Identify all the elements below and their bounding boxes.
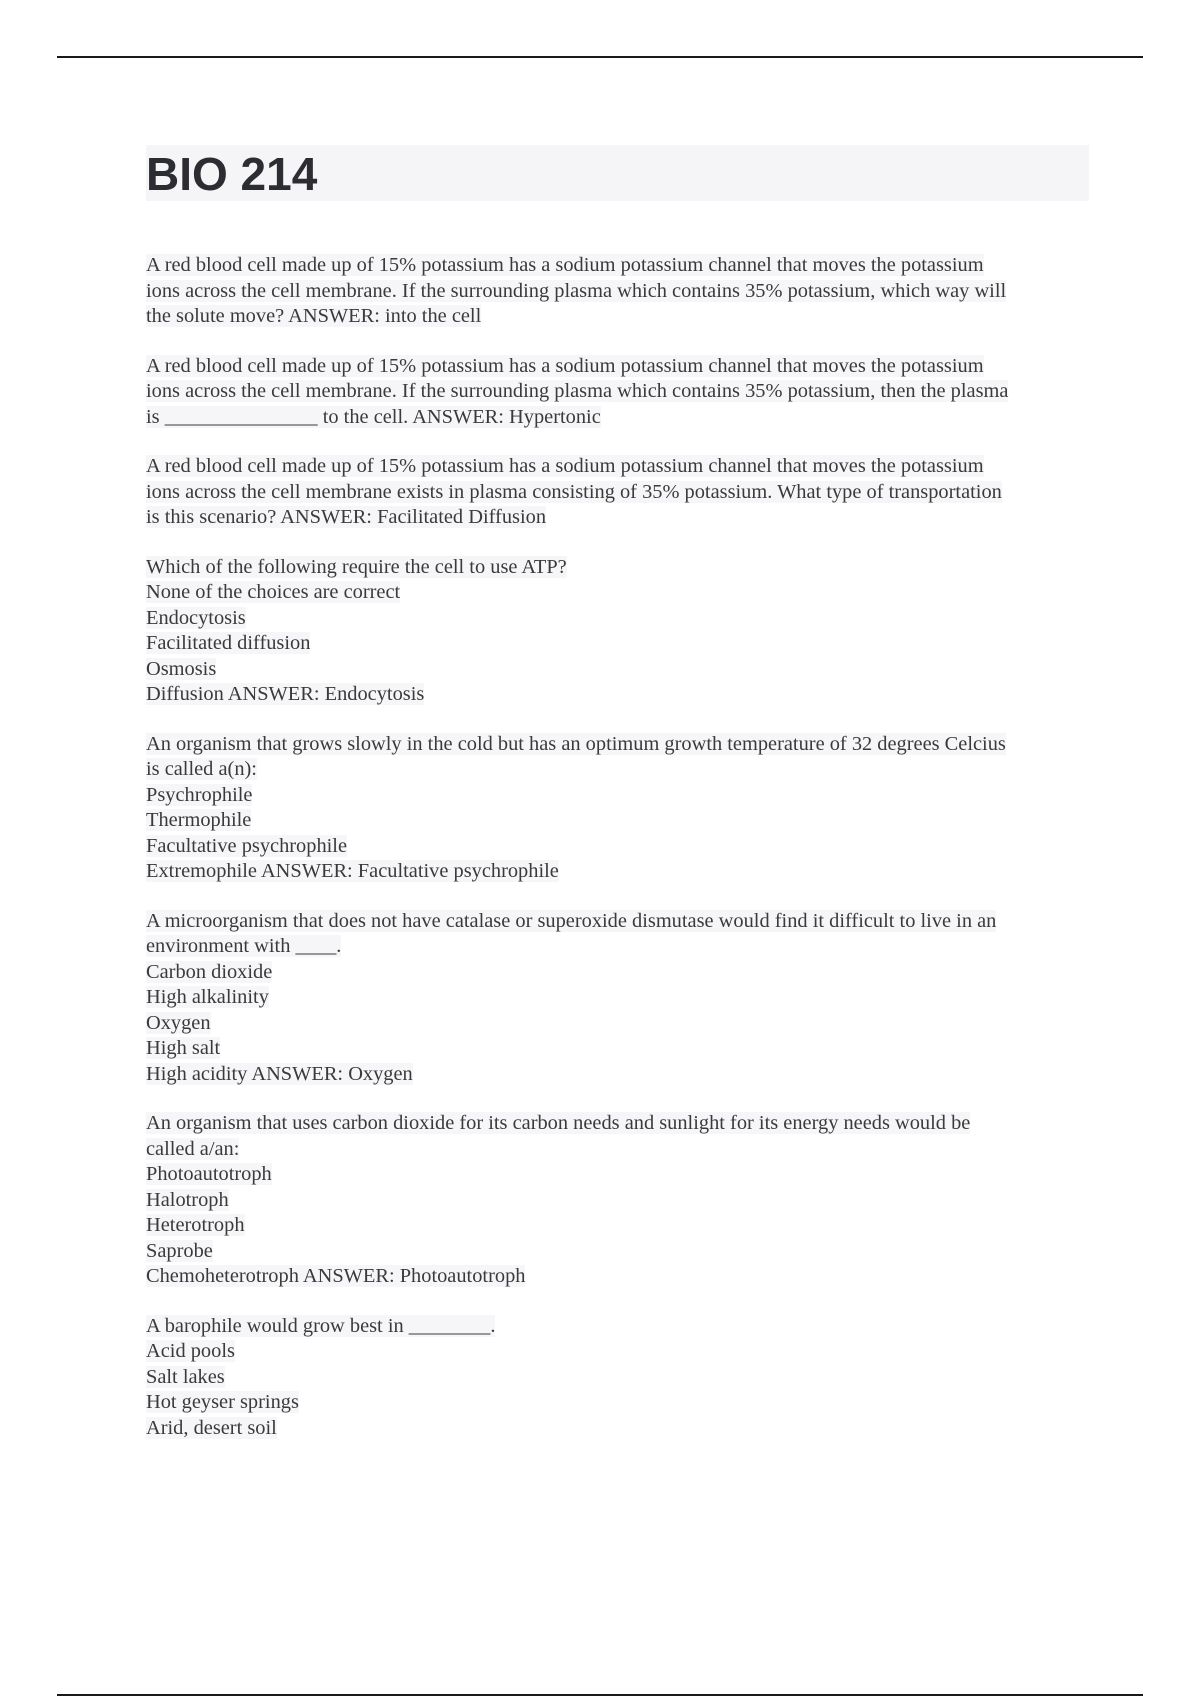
question-line bbox=[146, 606, 1089, 632]
question-line-text: Thermophile bbox=[146, 809, 252, 831]
page-title: BIO 214 bbox=[146, 148, 318, 200]
question-line bbox=[146, 454, 1089, 480]
question-line-text: A microorganism that does not have catalase or superoxide dismutase would find it difficult to live in an bbox=[146, 909, 997, 932]
question-line-text: Hot geyser springs bbox=[146, 1391, 299, 1413]
question-line-text: Chemoheterotroph ANSWER: Photoautotroph bbox=[146, 1265, 526, 1287]
question-line bbox=[146, 1162, 1089, 1188]
question-line bbox=[146, 1390, 1089, 1416]
question-line-text: Extremophile ANSWER: Facultative psychrophile bbox=[146, 860, 559, 882]
question-line bbox=[146, 1188, 1089, 1214]
question-line bbox=[146, 480, 1089, 506]
question-line bbox=[146, 834, 1089, 860]
question-block bbox=[146, 1314, 1089, 1442]
question-block bbox=[146, 454, 1089, 531]
question-line bbox=[146, 909, 1089, 935]
question-line bbox=[146, 1314, 1089, 1340]
question-line bbox=[146, 279, 1089, 305]
question-line bbox=[146, 379, 1089, 405]
question-line bbox=[146, 1239, 1089, 1265]
question-line bbox=[146, 354, 1089, 380]
question-line bbox=[146, 1137, 1089, 1163]
question-line-text: A red blood cell made up of 15% potassium has a sodium potassium channel that moves the potassium bbox=[146, 455, 984, 477]
question-line-text: Carbon dioxide bbox=[146, 960, 273, 983]
bottom-rule bbox=[57, 1694, 1143, 1696]
question-line-text: ions across the cell membrane. If the surrounding plasma which contains 35% potassium, which way will bbox=[146, 279, 1007, 302]
question-line-text: Saprobe bbox=[146, 1239, 213, 1262]
question-line bbox=[146, 631, 1089, 657]
question-line-text: Salt lakes bbox=[146, 1365, 225, 1388]
question-line-text: is called a(n): bbox=[146, 758, 257, 780]
question-line-text: Facultative psychrophile bbox=[146, 834, 348, 857]
question-line-text: Oxygen bbox=[146, 1011, 211, 1034]
question-line bbox=[146, 580, 1089, 606]
question-line-text: is _______________ to the cell. ANSWER: Hypertonic bbox=[146, 405, 601, 428]
question-line bbox=[146, 1062, 1089, 1088]
question-line-text: High salt bbox=[146, 1037, 221, 1059]
question-line-text: the solute move? ANSWER: into the cell bbox=[146, 305, 482, 327]
question-line bbox=[146, 985, 1089, 1011]
question-line bbox=[146, 1339, 1089, 1365]
question-line bbox=[146, 1365, 1089, 1391]
question-line bbox=[146, 1111, 1089, 1137]
question-block bbox=[146, 253, 1089, 330]
question-line-text: ions across the cell membrane. If the surrounding plasma which contains 35% potassium, then the plasma bbox=[146, 380, 1009, 402]
question-line-text: A barophile would grow best in ________. bbox=[146, 1314, 496, 1337]
question-line bbox=[146, 732, 1089, 758]
question-line-text: ions across the cell membrane exists in plasma consisting of 35% potassium. What type of transportation bbox=[146, 480, 1002, 503]
question-line bbox=[146, 682, 1089, 708]
question-line bbox=[146, 1213, 1089, 1239]
question-line-text: is this scenario? ANSWER: Facilitated Diffusion bbox=[146, 506, 547, 528]
question-line bbox=[146, 1264, 1089, 1290]
question-line bbox=[146, 1011, 1089, 1037]
question-line bbox=[146, 657, 1089, 683]
question-line bbox=[146, 859, 1089, 885]
question-line-text: Which of the following require the cell to use ATP? bbox=[146, 555, 567, 578]
question-line-text: High acidity ANSWER: Oxygen bbox=[146, 1062, 413, 1085]
question-line-text: An organism that grows slowly in the cold but has an optimum growth temperature of 32 degrees Celcius bbox=[146, 732, 1006, 755]
question-line bbox=[146, 934, 1089, 960]
question-line-text: A red blood cell made up of 15% potassium has a sodium potassium channel that moves the potassium bbox=[146, 354, 984, 377]
question-line-text: Psychrophile bbox=[146, 783, 253, 806]
question-line-text: None of the choices are correct bbox=[146, 581, 401, 603]
question-block bbox=[146, 732, 1089, 885]
question-line-text: Endocytosis bbox=[146, 606, 246, 629]
question-block bbox=[146, 909, 1089, 1088]
question-line bbox=[146, 555, 1089, 581]
question-line bbox=[146, 304, 1089, 330]
question-line-text: environment with ____. bbox=[146, 935, 342, 957]
question-line-text: A red blood cell made up of 15% potassium has a sodium potassium channel that moves the potassium bbox=[146, 254, 984, 276]
question-block bbox=[146, 555, 1089, 708]
question-block bbox=[146, 354, 1089, 431]
question-line-text: High alkalinity bbox=[146, 986, 269, 1008]
question-line bbox=[146, 1036, 1089, 1062]
question-line bbox=[146, 783, 1089, 809]
question-line bbox=[146, 757, 1089, 783]
question-line-text: Halotroph bbox=[146, 1188, 229, 1211]
question-line-text: Osmosis bbox=[146, 657, 217, 680]
question-line-text: Diffusion ANSWER: Endocytosis bbox=[146, 683, 425, 705]
question-line-text: Facilitated diffusion bbox=[146, 632, 311, 654]
question-line-text: Heterotroph bbox=[146, 1214, 245, 1236]
question-line-text: Photoautotroph bbox=[146, 1163, 272, 1185]
top-rule bbox=[57, 56, 1143, 58]
question-line bbox=[146, 1416, 1089, 1442]
question-line-text: Arid, desert soil bbox=[146, 1416, 277, 1439]
question-line bbox=[146, 960, 1089, 986]
question-line bbox=[146, 253, 1089, 279]
document-body bbox=[146, 253, 1089, 1465]
question-line-text: called a/an: bbox=[146, 1137, 240, 1160]
question-line bbox=[146, 405, 1089, 431]
question-block bbox=[146, 1111, 1089, 1290]
question-line-text: An organism that uses carbon dioxide for its carbon needs and sunlight for its energy needs would be bbox=[146, 1112, 971, 1134]
question-line bbox=[146, 808, 1089, 834]
question-line bbox=[146, 505, 1089, 531]
question-line-text: Acid pools bbox=[146, 1340, 235, 1362]
